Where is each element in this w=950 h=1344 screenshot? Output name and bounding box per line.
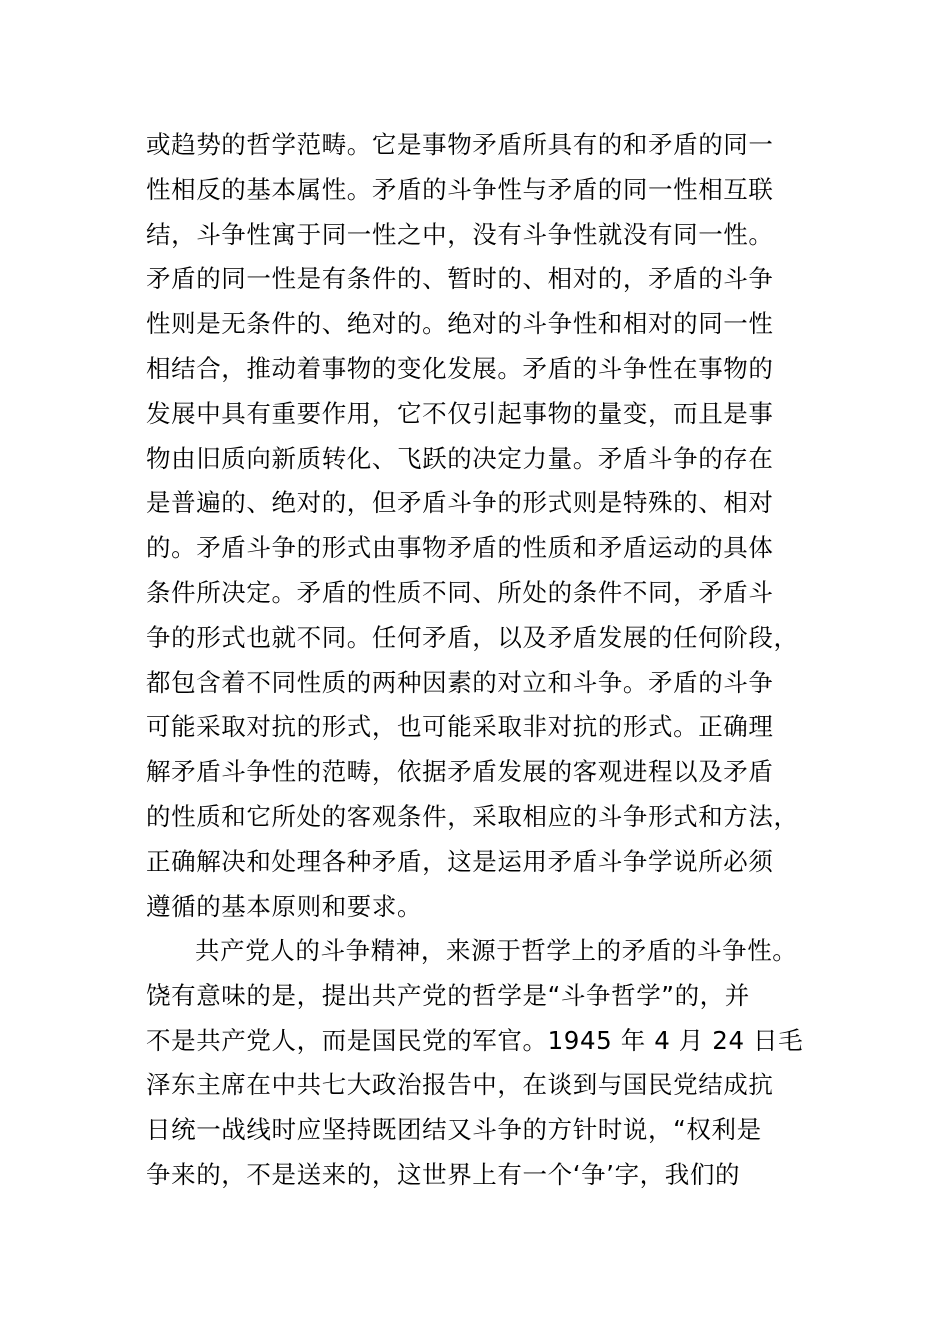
paragraph-line: 饶有意味的是，提出共产党的哲学是“斗争哲学”的，并: [146, 980, 750, 1010]
paragraph-line: 正确解决和处理各种矛盾，这是运用矛盾斗争学说所必须: [146, 846, 774, 876]
paragraph-1: [146, 123, 816, 929]
paragraph-line: 解矛盾斗争性的范畴，依据矛盾发展的客观进程以及矛盾: [146, 757, 774, 787]
paragraph-line: 的。矛盾斗争的形式由事物矛盾的性质和矛盾运动的具体: [146, 533, 774, 563]
paragraph-line: 性则是无条件的、绝对的。绝对的斗争性和相对的同一性: [146, 309, 774, 339]
paragraph-line: 是普遍的、绝对的，但矛盾斗争的形式则是特殊的、相对: [146, 488, 774, 518]
paragraph-line: 日统一战线时应坚持既团结又斗争的方针时说，“权利是: [146, 1115, 762, 1145]
paragraph-line: 条件所决定。矛盾的性质不同、所处的条件不同，矛盾斗: [146, 577, 774, 607]
paragraph-2: [146, 929, 816, 1198]
paragraph-line: 的性质和它所处的客观条件，采取相应的斗争形式和方法，: [146, 801, 799, 831]
paragraph-line: 或趋势的哲学范畴。它是事物矛盾所具有的和矛盾的同一: [146, 130, 774, 159]
paragraph-line: 矛盾的同一性是有条件的、暂时的、相对的，矛盾的斗争: [146, 264, 774, 294]
paragraph-line: 遵循的基本原则和要求。: [146, 891, 423, 921]
paragraph-line: 不是共产党人，而是国民党的军官。1945 年 4 月 24 日毛: [146, 1025, 804, 1055]
paragraph-line: 性相反的基本属性。矛盾的斗争性与矛盾的同一性相互联: [146, 174, 774, 204]
paragraph-line: 泽东主席在中共七大政治报告中，在谈到与国民党结成抗: [146, 1070, 774, 1100]
paragraph-line: 争来的，不是送来的，这世界上有一个‘争’字，我们的: [146, 1159, 741, 1189]
paragraph-line: 物由旧质向新质转化、飞跃的决定力量。矛盾斗争的存在: [146, 443, 774, 473]
paragraph-line: 发展中具有重要作用，它不仅引起事物的量变，而且是事: [146, 398, 774, 428]
paragraph-line: 可能采取对抗的形式，也可能采取非对抗的形式。正确理: [146, 712, 774, 742]
paragraph-line: 争的形式也就不同。任何矛盾，以及矛盾发展的任何阶段，: [146, 622, 799, 652]
paragraph-line: 相结合，推动着事物的变化发展。矛盾的斗争性在事物的: [146, 353, 774, 383]
paragraph-line: 结，斗争性寓于同一性之中，没有斗争性就没有同一性。: [146, 219, 774, 249]
paragraph-line: 都包含着不同性质的两种因素的对立和斗争。矛盾的斗争: [146, 667, 774, 697]
paragraph-first-line: 共产党人的斗争精神，来源于哲学上的矛盾的斗争性。: [195, 936, 798, 965]
